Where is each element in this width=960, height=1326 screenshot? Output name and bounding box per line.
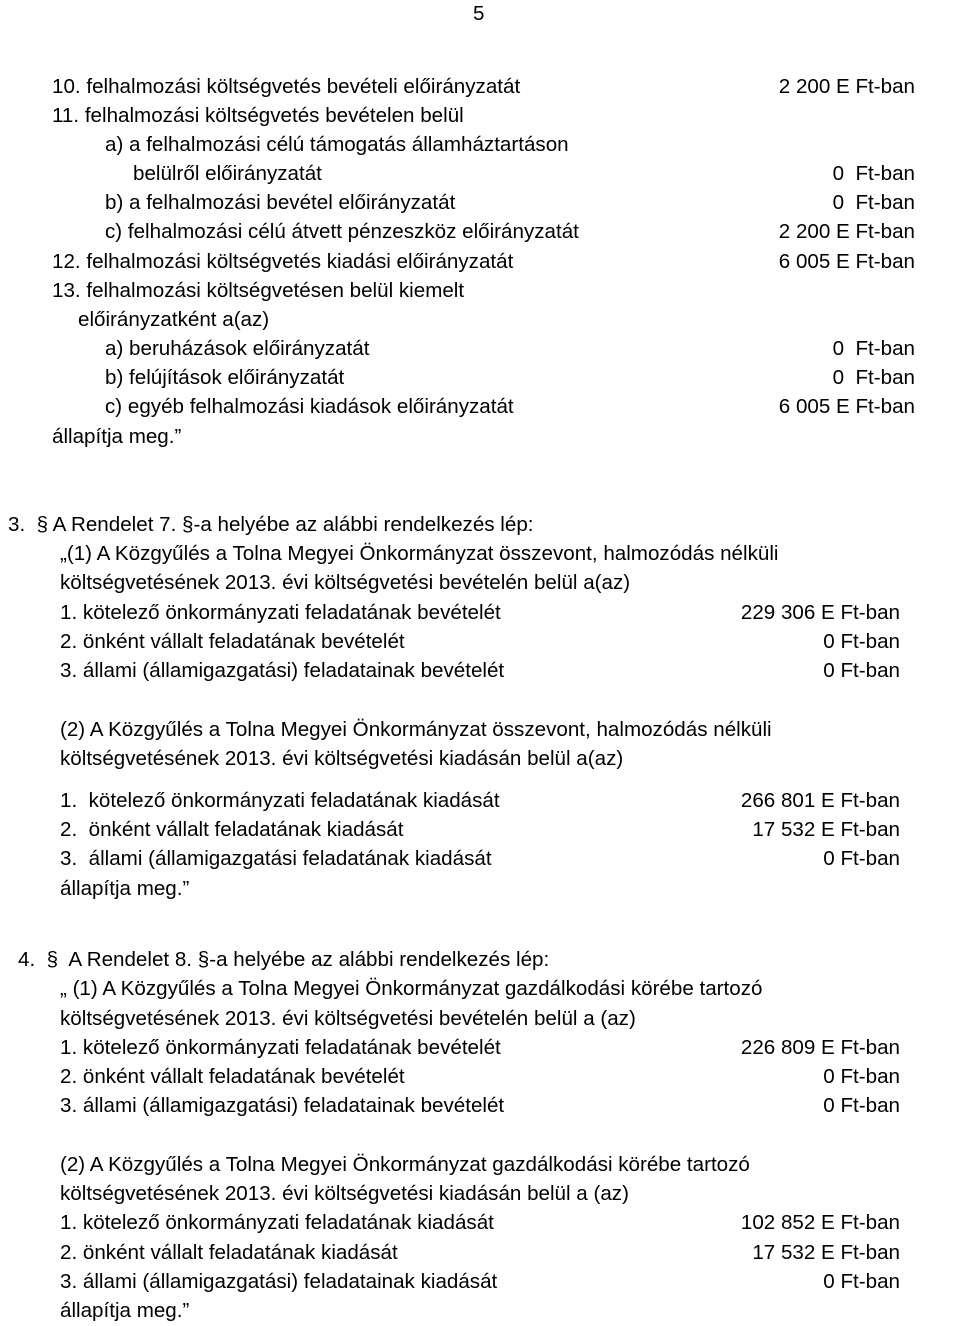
item-10-amount: 2 200 E Ft-ban bbox=[778, 75, 915, 98]
section3-p1-item1-amount: 229 306 E Ft-ban bbox=[740, 601, 900, 624]
section4-p1-line2: költségvetésének 2013. évi költségvetési bevételén belül a (az) bbox=[60, 1007, 636, 1030]
section4-p1-item3-label: 3. állami (államigazgatási) feladatainak bevételét bbox=[60, 1094, 505, 1117]
section4-p1-item1-amount: 226 809 E Ft-ban bbox=[740, 1036, 900, 1059]
section3-heading: 3. § A Rendelet 7. §-a helyébe az alábbi rendelkezés lép: bbox=[8, 513, 534, 536]
section4-p2-item2-amount: 17 532 E Ft-ban bbox=[752, 1241, 900, 1264]
section3-p2-item2-amount: 17 532 E Ft-ban bbox=[752, 818, 900, 841]
section3-p2-line2: költségvetésének 2013. évi költségvetési kiadásán belül a(az) bbox=[60, 747, 624, 770]
item-10-label: 10. felhalmozási költségvetés bevételi előirányzatát bbox=[52, 75, 521, 98]
item-13c-amount: 6 005 E Ft-ban bbox=[778, 395, 915, 418]
section3-p2-item1-amount: 266 801 E Ft-ban bbox=[740, 789, 900, 812]
item-13b-amount: 0 Ft-ban bbox=[832, 366, 915, 389]
item-11c-amount: 2 200 E Ft-ban bbox=[778, 220, 915, 243]
section4-p2-line2: költségvetésének 2013. évi költségvetési kiadásán belül a (az) bbox=[60, 1182, 629, 1205]
section3-p2-item1-label: 1. kötelező önkormányzati feladatának kiadását bbox=[60, 789, 500, 812]
item-13c-label: c) egyéb felhalmozási kiadások előirányzatát bbox=[105, 395, 514, 418]
item-13a-label: a) beruházások előirányzatát bbox=[105, 337, 370, 360]
section3-p1-item2-label: 2. önként vállalt feladatának bevételét bbox=[60, 630, 405, 653]
item-13-label-line1: 13. felhalmozási költségvetésen belül kiemelt bbox=[52, 279, 465, 302]
section4-p2-item2-label: 2. önként vállalt feladatának kiadását bbox=[60, 1241, 398, 1264]
section3-p1-line2: költségvetésének 2013. évi költségvetési bevételén belül a(az) bbox=[60, 571, 631, 594]
item-11a-label-line2: belülről előirányzatát bbox=[133, 162, 322, 185]
item-12-amount: 6 005 E Ft-ban bbox=[778, 250, 915, 273]
section3-p2-item3-amount: 0 Ft-ban bbox=[823, 847, 900, 870]
item-11b-label: b) a felhalmozási bevétel előirányzatát bbox=[105, 191, 456, 214]
section3-closing: állapítja meg.” bbox=[60, 877, 190, 900]
item-11c-label: c) felhalmozási célú átvett pénzeszköz előirányzatát bbox=[105, 220, 579, 243]
section3-p2-item3-label: 3. állami (államigazgatási feladatának kiadását bbox=[60, 847, 492, 870]
section3-p2-line1: (2) A Közgyűlés a Tolna Megyei Önkormányzat összevont, halmozódás nélküli bbox=[60, 718, 772, 741]
page-number: 5 bbox=[473, 2, 485, 25]
section4-p2-item3-amount: 0 Ft-ban bbox=[823, 1270, 900, 1293]
item-13b-label: b) felújítások előirányzatát bbox=[105, 366, 345, 389]
section3-p1-item3-amount: 0 Ft-ban bbox=[823, 659, 900, 682]
section3-p1-item2-amount: 0 Ft-ban bbox=[823, 630, 900, 653]
item-11b-amount: 0 Ft-ban bbox=[832, 191, 915, 214]
item-11a-label-line1: a) a felhalmozási célú támogatás államháztartáson bbox=[105, 133, 569, 156]
section4-p1-item2-label: 2. önként vállalt feladatának bevételét bbox=[60, 1065, 405, 1088]
section3-p1-item3-label: 3. állami (államigazgatási) feladatainak bevételét bbox=[60, 659, 505, 682]
section4-p1-item1-label: 1. kötelező önkormányzati feladatának bevételét bbox=[60, 1036, 501, 1059]
section4-p2-item1-amount: 102 852 E Ft-ban bbox=[740, 1211, 900, 1234]
section3-p1-line1: „(1) A Közgyűlés a Tolna Megyei Önkormányzat összevont, halmozódás nélküli bbox=[60, 542, 779, 565]
section4-p2-item1-label: 1. kötelező önkormányzati feladatának kiadását bbox=[60, 1211, 494, 1234]
section4-p2-item3-label: 3. állami (államigazgatási) feladatainak kiadását bbox=[60, 1270, 498, 1293]
section3-p1-item1-label: 1. kötelező önkormányzati feladatának bevételét bbox=[60, 601, 501, 624]
item-13-label-line2: előirányzatként a(az) bbox=[78, 308, 270, 331]
section4-heading: 4. § A Rendelet 8. §-a helyébe az alábbi rendelkezés lép: bbox=[18, 948, 550, 971]
item-11-label: 11. felhalmozási költségvetés bevételen belül bbox=[52, 104, 464, 127]
item-13a-amount: 0 Ft-ban bbox=[832, 337, 915, 360]
section4-p1-line1: „ (1) A Közgyűlés a Tolna Megyei Önkormányzat gazdálkodási körébe tartozó bbox=[60, 977, 763, 1000]
section4-p1-item2-amount: 0 Ft-ban bbox=[823, 1065, 900, 1088]
section4-p2-line1: (2) A Közgyűlés a Tolna Megyei Önkormányzat gazdálkodási körébe tartozó bbox=[60, 1153, 750, 1176]
section4-p1-item3-amount: 0 Ft-ban bbox=[823, 1094, 900, 1117]
section1-closing: állapítja meg.” bbox=[52, 425, 182, 448]
section3-p2-item2-label: 2. önként vállalt feladatának kiadását bbox=[60, 818, 404, 841]
item-12-label: 12. felhalmozási költségvetés kiadási előirányzatát bbox=[52, 250, 514, 273]
item-11a-amount: 0 Ft-ban bbox=[832, 162, 915, 185]
section4-closing: állapítja meg.” bbox=[60, 1299, 190, 1322]
